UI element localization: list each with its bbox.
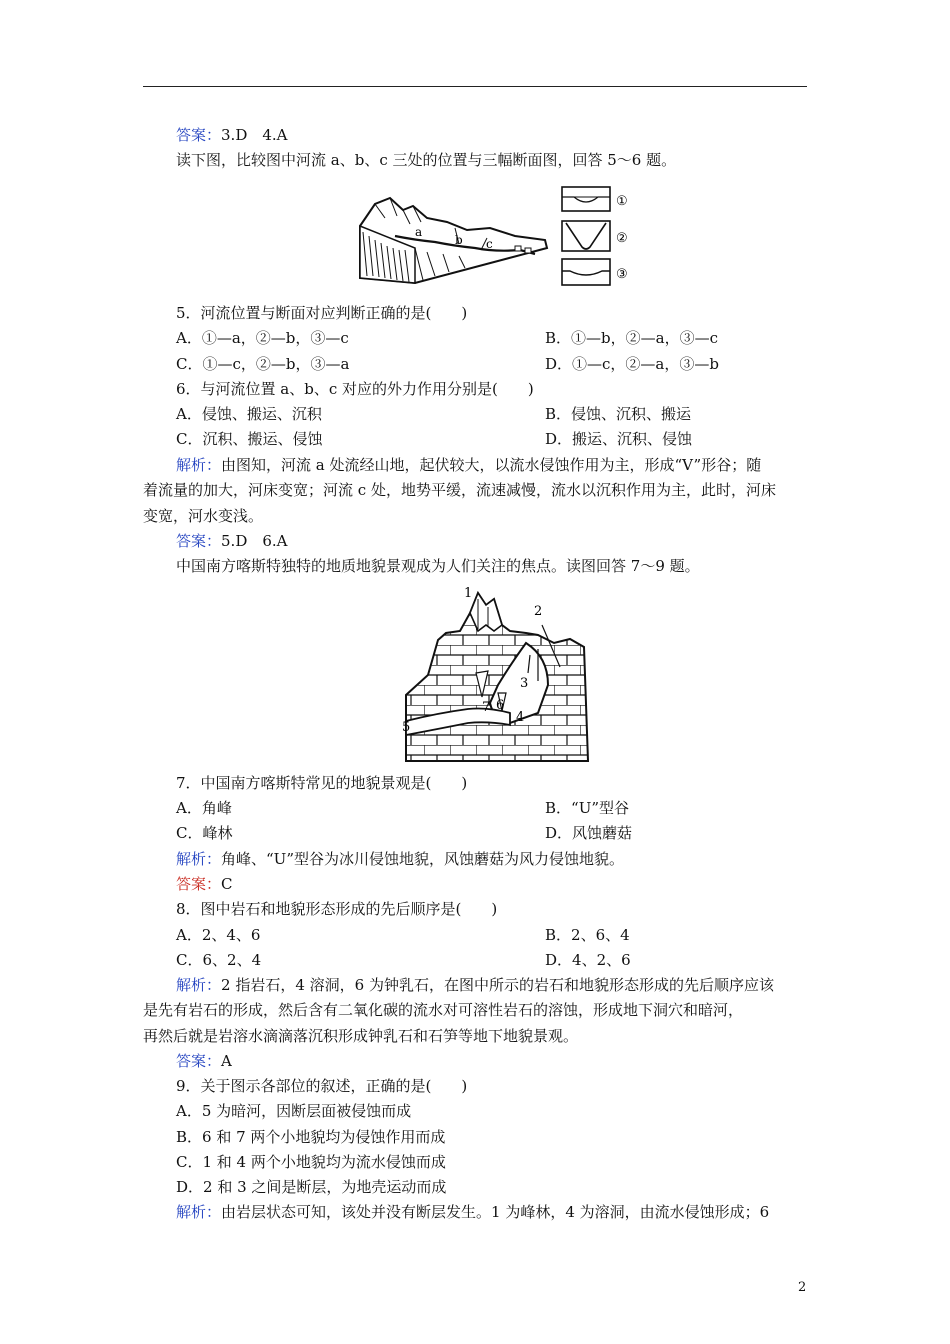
analysis-label: 解析： xyxy=(176,850,222,868)
q9-option-c: C．1 和 4 两个小地貌均为流水侵蚀而成 xyxy=(176,1153,446,1171)
analysis-label: 解析： xyxy=(176,1203,222,1221)
explanation-8-line2: 是先有岩石的形成，然后含有二氧化碳的流水对可溶性岩石的溶蚀，形成地下洞穴和暗河， xyxy=(143,1001,744,1019)
section-1: ① xyxy=(616,194,628,209)
label-2: 2 xyxy=(534,604,543,619)
question-8: 8．图中岩石和地貌形态形成的先后顺序是( ) xyxy=(176,900,498,918)
answer-label: 答案： xyxy=(176,126,222,144)
cross-sections xyxy=(560,185,640,289)
q7-option-c: C．峰林 xyxy=(176,824,233,842)
section-3: ③ xyxy=(616,267,628,282)
explanation-5-6-line1: 解析：由图知，河流 a 处流经山地，起伏较大，以流水侵蚀作用为主，形成“V”形谷；随 xyxy=(176,456,762,474)
explanation-5-6-line2: 着流量的加大，河床变宽；河流 c 处，地势平缓，流速减慢，流水以沉积作用为主，此时，河床 xyxy=(143,481,776,499)
label-1: 1 xyxy=(464,586,473,601)
answer-8: 答案：A xyxy=(176,1052,232,1070)
q9-option-a: A．5 为暗河，因断层面被侵蚀而成 xyxy=(176,1102,412,1120)
q6-option-a: A．侵蚀、搬运、沉积 xyxy=(176,405,322,423)
answer-7: 答案：C xyxy=(176,875,233,893)
answer-3-4: 答案：3.D 4.A xyxy=(176,126,288,144)
q7-option-a: A．角峰 xyxy=(176,799,232,817)
explanation-5-6-line3: 变宽，河水变浅。 xyxy=(143,507,264,525)
point-a: a xyxy=(415,225,423,239)
label-6: 6 xyxy=(496,698,505,713)
answer-label: 答案： xyxy=(176,875,222,893)
label-5: 5 xyxy=(402,720,411,735)
q9-option-b: B．6 和 7 两个小地貌均为侵蚀作用而成 xyxy=(176,1128,446,1146)
question-7: 7．中国南方喀斯特常见的地貌景观是( ) xyxy=(176,774,468,792)
explanation-7: 解析：角峰、“U”型谷为冰川侵蚀地貌，风蚀蘑菇为风力侵蚀地貌。 xyxy=(176,850,624,868)
label-3: 3 xyxy=(520,676,529,691)
header-rule xyxy=(143,86,807,87)
q5-option-d: D．①—c，②—a，③—b xyxy=(545,355,719,373)
q5-option-a: A．①—a，②—b，③—c xyxy=(176,329,349,347)
q7-option-b: B．“U”型谷 xyxy=(545,799,630,817)
point-c: c xyxy=(486,237,493,251)
karst-diagram xyxy=(398,585,594,763)
explanation-8-line1: 解析：2 指岩石，4 溶洞，6 为钟乳石，在图中所示的岩石和地貌形态形成的先后顺序应该 xyxy=(176,976,774,994)
river-block-diagram xyxy=(355,188,555,286)
question-6: 6．与河流位置 a、b、c 对应的外力作用分别是( ) xyxy=(176,380,534,398)
q6-option-d: D．搬运、沉积、侵蚀 xyxy=(545,430,693,448)
q8-option-c: C．6、2、4 xyxy=(176,951,262,969)
q8-option-a: A．2、4、6 xyxy=(176,926,261,944)
question-5: 5．河流位置与断面对应判断正确的是( ) xyxy=(176,304,468,322)
intro-5-6: 读下图，比较图中河流 a、b、c 三处的位置与三幅断面图，回答 5～6 题。 xyxy=(176,151,677,169)
point-b: b xyxy=(455,233,463,247)
explanation-8-line3: 再然后就是岩溶水滴滴落沉积形成钟乳石和石笋等地下地貌景观。 xyxy=(143,1027,579,1045)
q5-option-b: B．①—b，②—a，③—c xyxy=(545,329,718,347)
q5-option-c: C．①—c，②—b，③—a xyxy=(176,355,350,373)
q8-option-b: B．2、6、4 xyxy=(545,926,630,944)
q9-option-d: D．2 和 3 之间是断层，为地壳运动而成 xyxy=(176,1178,447,1196)
q7-option-d: D．风蚀蘑菇 xyxy=(545,824,633,842)
analysis-label: 解析： xyxy=(176,456,222,474)
analysis-label: 解析： xyxy=(176,976,222,994)
section-2: ② xyxy=(616,231,628,246)
answer-label: 答案： xyxy=(176,1052,222,1070)
answer-label: 答案： xyxy=(176,532,222,550)
page-number: 2 xyxy=(798,1280,807,1295)
label-7: 7 xyxy=(482,700,491,715)
label-4: 4 xyxy=(516,710,525,725)
q6-option-b: B．侵蚀、沉积、搬运 xyxy=(545,405,692,423)
question-9: 9．关于图示各部位的叙述，正确的是( ) xyxy=(176,1077,468,1095)
intro-7-9: 中国南方喀斯特独特的地质地貌景观成为人们关注的焦点。读图回答 7～9 题。 xyxy=(176,557,700,575)
q8-option-d: D．4、2、6 xyxy=(545,951,631,969)
q6-option-c: C．沉积、搬运、侵蚀 xyxy=(176,430,323,448)
answer-5-6: 答案：5.D 6.A xyxy=(176,532,288,550)
explanation-9-line1: 解析：由岩层状态可知，该处并没有断层发生。1 为峰林，4 为溶洞，由流水侵蚀形成；6 xyxy=(176,1203,770,1221)
